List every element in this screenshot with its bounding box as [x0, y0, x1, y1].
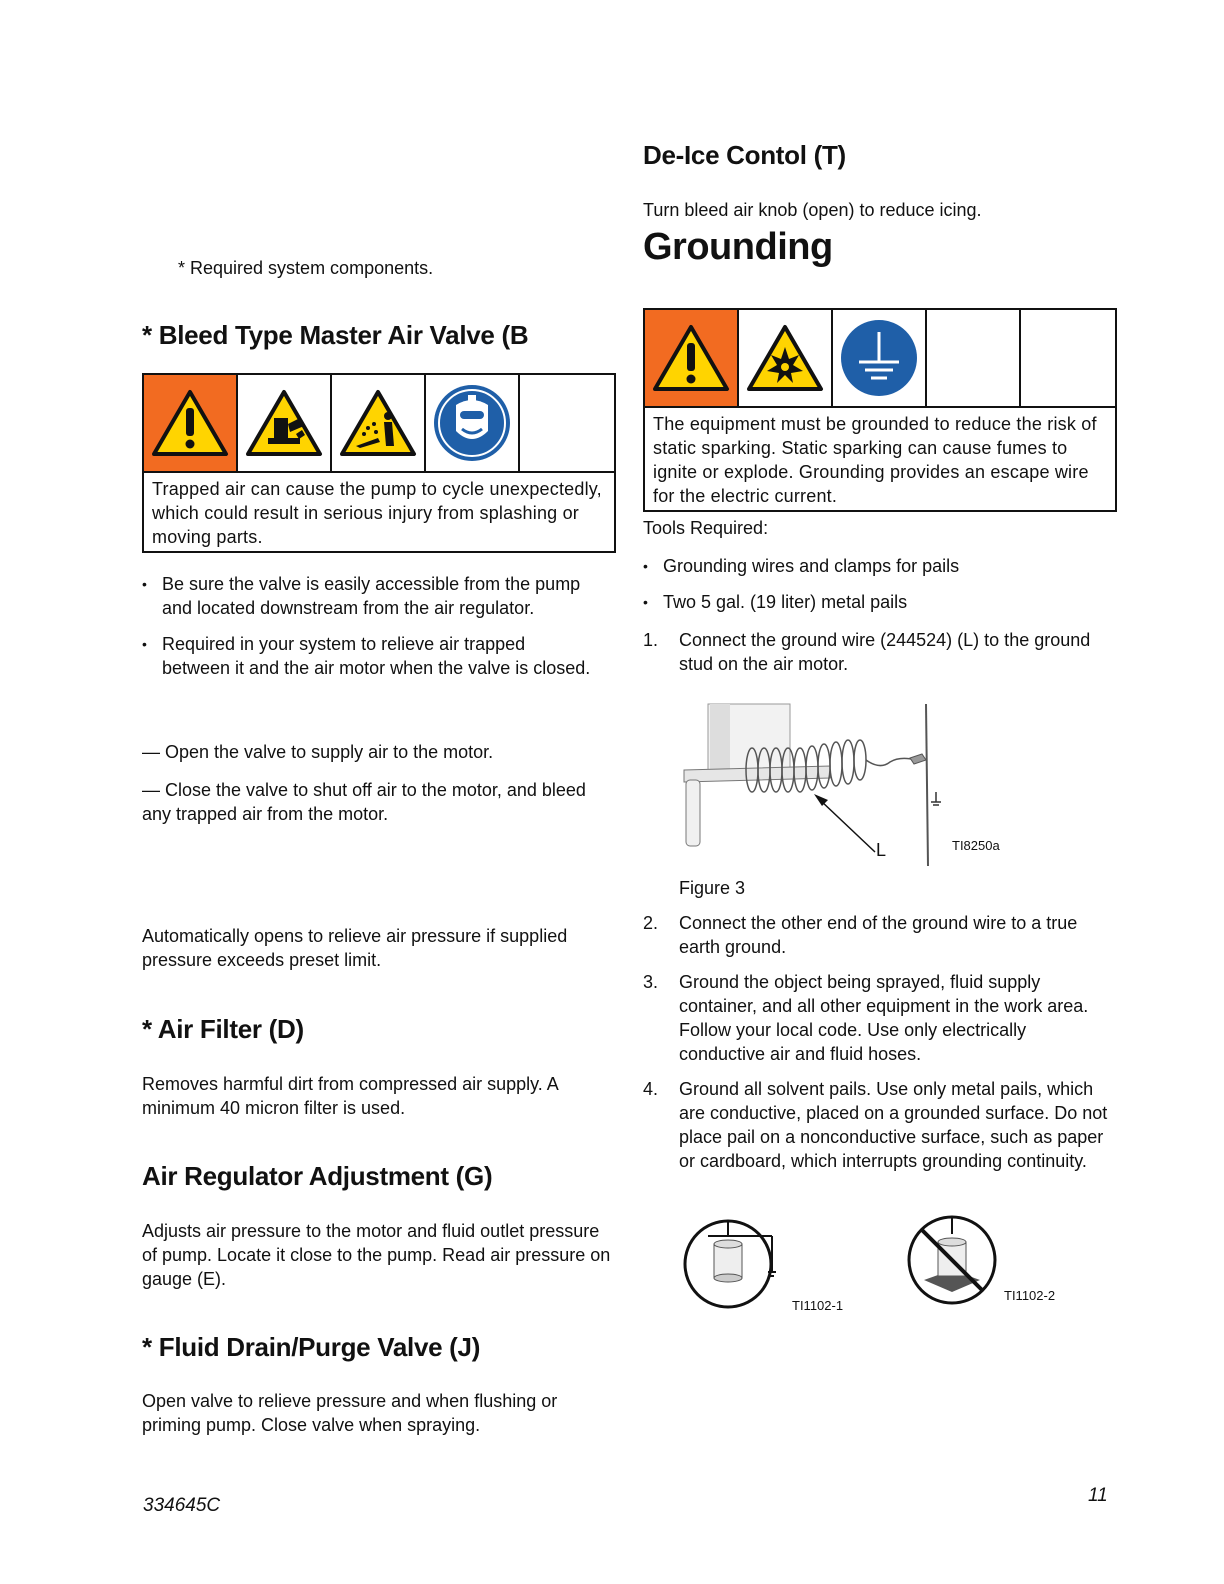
figure-caption: Figure 3	[679, 878, 746, 898]
air-filter-text: Removes harmful dirt from compressed air supply. A minimum 40 micron filter is used.	[142, 1074, 558, 1118]
step-number: 1.	[643, 630, 659, 650]
step-number: 4.	[643, 1079, 659, 1099]
figure-code: TI8250a	[952, 838, 1000, 853]
list-item: • Two 5 gal. (19 liter) metal pails	[643, 590, 1103, 614]
bleed-valve-warning-box	[142, 373, 616, 553]
splash-hazard-cell	[332, 375, 426, 471]
step-text: Ground all solvent pails. Use only metal pails, which are conductive, placed on a grounded surface. Do not place pail on a nonconductive surface, such as paper or cardboard, which interrupts grounding continuity.	[679, 1079, 1108, 1171]
air-filter-heading: * Air Filter (D)	[142, 1014, 304, 1044]
close-valve-text: — Close the valve to shut off air to the motor, and bleed any trapped air from the motor.	[142, 780, 586, 824]
tools-required-label	[643, 516, 768, 540]
bleed-valve-warning-text: Trapped air can cause the pump to cycle unexpectedly, which could result in serious injury from splashing or moving parts.	[152, 479, 602, 547]
deice-text: Turn bleed air knob (open) to reduce icing.	[643, 200, 982, 220]
step-number: 2.	[643, 913, 659, 933]
required-note: * Required system components.	[178, 258, 434, 278]
empty-cell	[1021, 310, 1115, 406]
fire-explosion-cell	[739, 310, 833, 406]
bleed-valve-heading: * Bleed Type Master Air Valve (B	[142, 320, 529, 350]
list-item: • Grounding wires and clamps for pails	[643, 554, 1103, 578]
exclamation-warning-icon	[651, 323, 731, 393]
open-valve-text: — Open the valve to supply air to the motor.	[142, 742, 494, 762]
pail-code-1: TI1102-1	[792, 1298, 844, 1313]
step-text: Connect the other end of the ground wire to a true earth ground.	[679, 913, 1078, 957]
regulator-text: Adjusts air pressure to the motor and fluid outlet pressure of pump. Locate it close to the pump. Read air pressure on gauge (E).	[142, 1221, 611, 1289]
pail-code-2: TI1102-2	[1004, 1288, 1056, 1303]
regulator-heading: Air Regulator Adjustment (G)	[142, 1161, 493, 1191]
grounding-heading: Grounding	[643, 226, 833, 268]
tools-required-colon: :	[763, 518, 769, 538]
step-2	[643, 911, 1113, 961]
step-text: Connect the ground wire (244524) (L) to the ground stud on the air motor.	[679, 630, 1091, 674]
moving-parts-hazard-icon	[244, 388, 324, 458]
list-item: • Be sure the valve is easily accessible from the pump and located downstream from the air regulator.	[142, 572, 592, 620]
drain-heading: * Fluid Drain/Purge Valve (J)	[142, 1332, 481, 1362]
grounding-warning-box	[643, 308, 1117, 512]
tools-list	[643, 554, 1103, 626]
list-item: • Required in your system to relieve air trapped between it and the air motor when the valve is closed.	[142, 632, 592, 680]
general-warning-cell	[144, 375, 238, 471]
ground-mandatory-icon	[839, 318, 919, 398]
step-4	[643, 1077, 1113, 1199]
pail-correct-illustration	[685, 1221, 843, 1313]
face-shield-mandatory-icon	[432, 383, 512, 463]
empty-cell	[520, 375, 614, 471]
ground-symbol-cell	[833, 310, 927, 406]
step-1	[643, 628, 1113, 678]
bleed-valve-bullets	[142, 572, 592, 692]
document-number: 334645C	[143, 1495, 221, 1516]
face-shield-cell	[426, 375, 520, 471]
page-number: 11	[1088, 1485, 1108, 1506]
step-text: Ground the object being sprayed, fluid supply container, and all other equipment in the work area. Follow your local code. Use only electrically conductive air and fluid hoses.	[679, 972, 1089, 1064]
moving-parts-cell	[238, 375, 332, 471]
ground-wire-figure	[680, 700, 1020, 870]
step-number: 3.	[643, 972, 659, 992]
pail-incorrect-illustration	[909, 1217, 1055, 1303]
fire-explosion-hazard-icon	[745, 323, 825, 393]
grounding-warning-text: The equipment must be grounded to reduce the risk of static sparking. Static sparking can cause fumes to ignite or explode. Grounding provides an escape wire for the electric current.	[653, 414, 1097, 506]
pail-grounding-figure	[680, 1214, 1080, 1324]
splash-injection-hazard-icon	[338, 388, 418, 458]
empty-cell	[927, 310, 1021, 406]
exclamation-warning-icon	[150, 388, 230, 458]
figure-label-l: L	[876, 840, 887, 860]
deice-heading: De-Ice Contol (T)	[643, 140, 846, 170]
step-3	[643, 970, 1113, 1068]
general-warning-cell	[645, 310, 739, 406]
relief-valve-text: Automatically opens to relieve air pressure if supplied pressure exceeds preset limit.	[142, 926, 568, 970]
drain-text: Open valve to relieve pressure and when flushing or priming pump. Close valve when spraying.	[142, 1391, 558, 1435]
tools-required-label-text: Tools Required	[643, 518, 764, 538]
